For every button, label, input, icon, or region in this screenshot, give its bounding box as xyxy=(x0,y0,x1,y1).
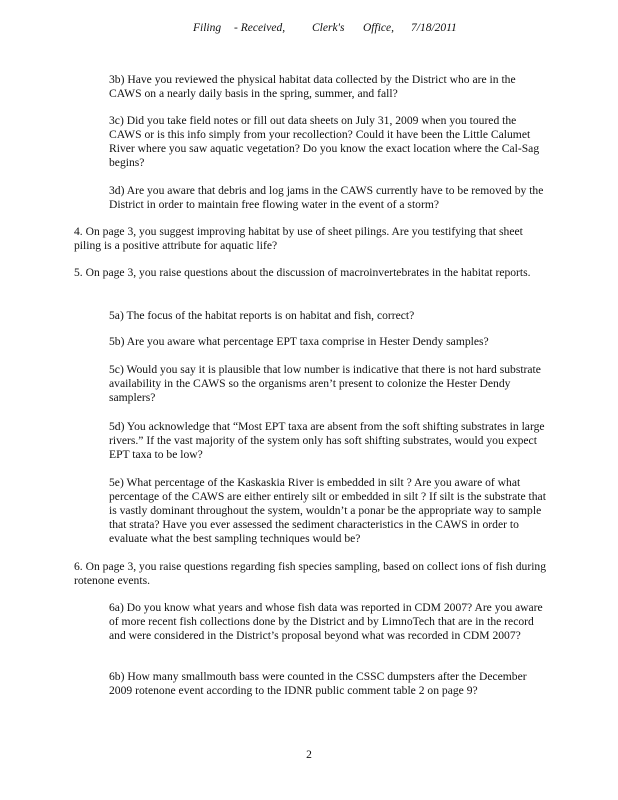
question-5: 5. On page 3, you raise questions about the discussion of macroinvertebrates in the habitat reports. xyxy=(74,266,531,279)
question-4: 4. On page 3, you suggest improving habitat by use of sheet pilings. Are you testifying that sheet piling is a positive attribute for aquatic life? xyxy=(74,225,523,253)
page-number: 2 xyxy=(306,749,312,761)
question-3b: 3b) Have you reviewed the physical habitat data collected by the District who are in the CAWS on a nearly daily basis in the spring, summer, and fall? xyxy=(109,73,516,101)
question-6b: 6b) How many smallmouth bass were counted in the CSSC dumpsters after the December 2009 rotenone event according to the IDNR public comment table 2 on page 9? xyxy=(109,670,527,698)
question-5b: 5b) Are you aware what percentage EPT taxa comprise in Hester Dendy samples? xyxy=(109,335,489,348)
question-3d: 3d) Are you aware that debris and log jams in the CAWS currently have to be removed by the District in order to maintain free flowing water in the event of a storm? xyxy=(109,184,544,212)
header-received: - Received, xyxy=(234,22,286,34)
header-date: 7/18/2011 xyxy=(411,22,457,34)
question-5c: 5c) Would you say it is plausible that low number is indicative that there is not hard substrate availability in the CAWS so the organisms aren’t present to colonize the Hester Dendy samplers? xyxy=(109,363,541,405)
header-clerks: Clerk's xyxy=(312,22,345,34)
question-5d: 5d) You acknowledge that “Most EPT taxa are absent from the soft shifting substrates in large rivers.” If the vast majority of the system only has soft shifting substrates, would you expect EPT taxa to be low? xyxy=(109,420,545,462)
question-3c: 3c) Did you take field notes or fill out data sheets on July 31, 2009 when you toured the CAWS or is this info simply from your recollection? Could it have been the Little Calumet River where you saw aquatic vegetation? Do you know the exact location where the Cal-Sag begins? xyxy=(109,114,540,170)
header-filing: Filing xyxy=(193,22,222,34)
question-6: 6. On page 3, you raise questions regarding fish species sampling, based on collect ions of fish during rotenone events. xyxy=(74,560,547,588)
header-office: Office, xyxy=(363,22,394,34)
question-5e: 5e) What percentage of the Kaskaskia River is embedded in silt ? Are you aware of what percentage of the CAWS are either entirely silt or embedded in silt ? If silt is the substrate that is vastly dominant throughout the system, wouldn’t a ponar be the appropriate way to sample that strata? Have you ever assessed the sediment characteristics in the CAWS in order to evaluate what the best sampling techniques would be? xyxy=(109,476,546,546)
question-6a: 6a) Do you know what years and whose fish data was reported in CDM 2007? Are you aware of more recent fish collections done by the District and by LimnoTech that are in the record and were considered in the District’s proposal beyond what was recorded in CDM 2007? xyxy=(109,601,543,643)
question-5a: 5a) The focus of the habitat reports is on habitat and fish, correct? xyxy=(109,309,415,322)
